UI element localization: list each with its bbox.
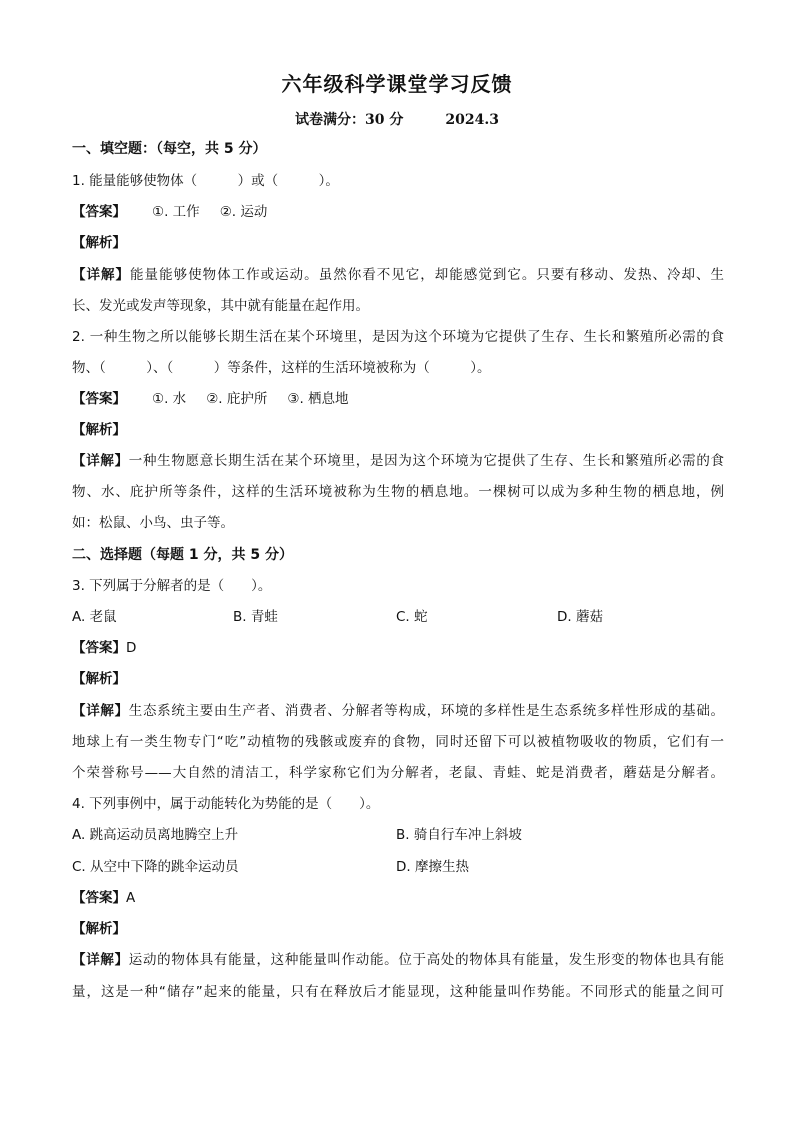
question-1-detail-line bbox=[72, 266, 724, 284]
question-1-stem: 1. 能量能够使物体（ ）或（ ）。 bbox=[72, 173, 339, 189]
option-d: D. 摩擦生热 bbox=[396, 859, 469, 875]
section-heading-multiple-choice: 二、选择题（每题 1 分，共 5 分） bbox=[72, 547, 293, 563]
answer-tag: 【答案】 bbox=[72, 890, 126, 906]
question-1-answer bbox=[72, 203, 724, 221]
question-4-detail-line bbox=[72, 951, 724, 969]
option-d: D. 蘑菇 bbox=[557, 609, 603, 625]
answer-item: ②. 运动 bbox=[219, 204, 268, 220]
detail-text: 运动的物体具有能量，这种能量叫作动能。位于高处的物体具有能量，发生形变的物体也具有能 bbox=[128, 952, 725, 968]
answer-item: ①. 水 bbox=[152, 391, 187, 407]
option-a: A. 跳高运动员离地腾空上升 bbox=[72, 827, 239, 843]
answer-item: D bbox=[126, 640, 137, 656]
question-3-stem: 3. 下列属于分解者的是（ ）。 bbox=[72, 578, 272, 594]
option-b: B. 青蛙 bbox=[233, 609, 278, 625]
question-3-analysis-tag: 【解析】 bbox=[72, 671, 126, 687]
question-4-answer bbox=[72, 889, 724, 907]
question-4-detail-line: 量，这是一种“储存”起来的能量，只有在释放后才能显现，这种能量叫作势能。不同形式的能量之间可 bbox=[72, 984, 724, 1000]
answer-tag: 【答案】 bbox=[72, 391, 126, 407]
answer-tag: 【答案】 bbox=[72, 640, 126, 656]
detail-text: 能量能够使物体工作或运动。虽然你看不见它，却能感觉到它。只要有移动、发热、冷却、生 bbox=[130, 267, 725, 283]
detail-text: 一种生物愿意长期生活在某个环境里，是因为这个环境为它提供了生存、生长和繁殖所必需的食 bbox=[128, 453, 725, 469]
option-a: A. 老鼠 bbox=[72, 609, 117, 625]
date-label: 2024.3 bbox=[445, 112, 499, 128]
score-label: 试卷满分：30 分 bbox=[295, 112, 404, 128]
question-2-analysis-tag: 【解析】 bbox=[72, 422, 126, 438]
question-2-detail-line: 物、水、庇护所等条件，这样的生活环境被称为生物的栖息地。一棵树可以成为多种生物的栖息地，例 bbox=[72, 484, 724, 500]
option-b: B. 骑自行车冲上斜坡 bbox=[396, 827, 522, 843]
detail-text: 生态系统主要由生产者、消费者、分解者等构成，环境的多样性是生态系统多样性形成的基础。 bbox=[128, 703, 725, 719]
question-3-detail-line: 个荣誉称号——大自然的清洁工，科学家称它们为分解者，老鼠、青蛙、蛇是消费者，蘑菇是分解者。 bbox=[72, 765, 724, 781]
answer-item: ①. 工作 bbox=[152, 204, 200, 220]
question-2-stem-line: 物、（ ）、（ ）等条件，这样的生活环境被称为（ ）。 bbox=[72, 360, 491, 376]
page-title: 六年级科学课堂学习反馈 bbox=[281, 72, 513, 96]
page-subtitle bbox=[0, 109, 794, 129]
question-1-detail-line: 长、发光或发声等现象，其中就有能量在起作用。 bbox=[72, 298, 369, 314]
detail-tag: 【详解】 bbox=[72, 453, 129, 469]
question-1-analysis-tag: 【解析】 bbox=[72, 235, 126, 251]
detail-tag: 【详解】 bbox=[72, 703, 129, 719]
question-3-detail-line: 地球上有一类生物专门“吃”动植物的残骸或废弃的食物，同时还留下可以被植物吸收的物质，它们有一 bbox=[72, 734, 724, 750]
answer-tag: 【答案】 bbox=[72, 204, 126, 220]
detail-tag: 【详解】 bbox=[72, 952, 129, 968]
section-heading-fill-blank: 一、填空题：（每空，共 5 分） bbox=[72, 141, 267, 157]
question-4-analysis-tag: 【解析】 bbox=[72, 921, 126, 937]
detail-tag: 【详解】 bbox=[72, 267, 131, 283]
answer-item: ③. 栖息地 bbox=[287, 391, 349, 407]
question-2-detail-line: 如：松鼠、小鸟、虫子等。 bbox=[72, 515, 234, 531]
option-c: C. 从空中下降的跳伞运动员 bbox=[72, 859, 239, 875]
question-3-answer bbox=[72, 639, 724, 657]
question-2-detail-line bbox=[72, 452, 724, 470]
question-3-detail-line bbox=[72, 702, 724, 720]
answer-item: A bbox=[126, 890, 136, 906]
option-c: C. 蛇 bbox=[396, 609, 428, 625]
answer-item: ②. 庇护所 bbox=[206, 391, 268, 407]
question-2-stem-line: 2. 一种生物之所以能够长期生活在某个环境里，是因为这个环境为它提供了生存、生长和繁殖所必需的食 bbox=[72, 329, 724, 345]
question-4-stem: 4. 下列事例中，属于动能转化为势能的是（ ）。 bbox=[72, 796, 380, 812]
question-2-answer bbox=[72, 390, 724, 408]
